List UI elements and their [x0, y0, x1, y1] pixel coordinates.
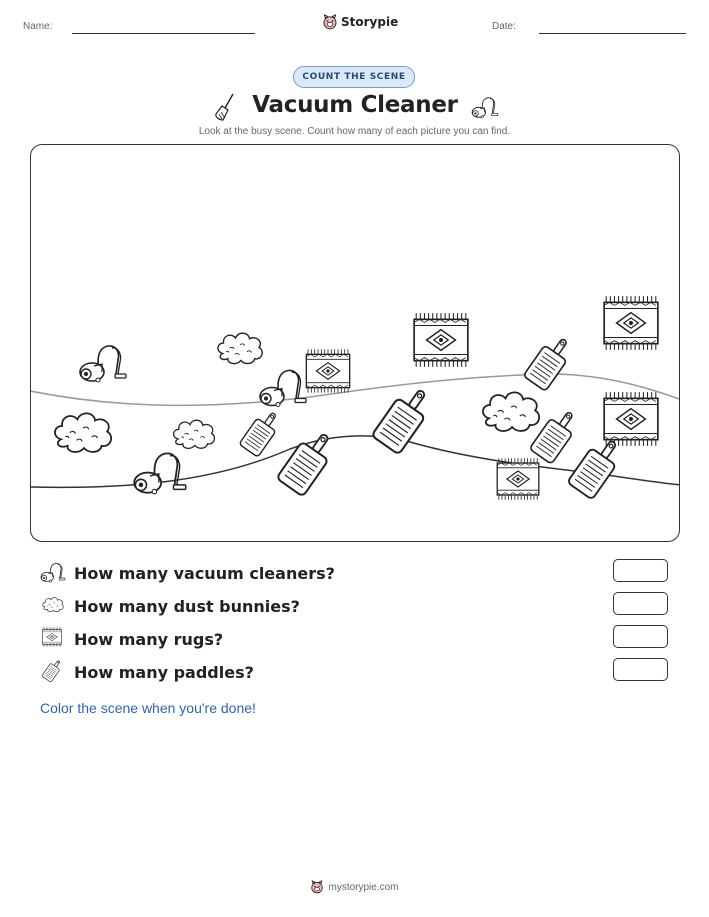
scene-paddle [239, 407, 283, 457]
brand-name: Storypie [341, 15, 399, 29]
scene-dust-bunny [55, 413, 111, 452]
scene-rug [306, 349, 349, 392]
scene-paddle [276, 426, 339, 496]
question-text: How many paddles? [74, 663, 254, 682]
scene-paddle [567, 434, 626, 500]
scene-dust-bunny [174, 420, 215, 448]
scene-rug [414, 313, 468, 367]
pig-mascot-icon [310, 880, 324, 894]
count-the-scene-badge: COUNT THE SCENE [293, 66, 415, 88]
scene-dust-bunny [218, 333, 262, 363]
scene-dust-bunny [483, 392, 539, 431]
floor-line-back [30, 374, 680, 405]
scene-rug [604, 392, 658, 446]
answer-box-paddles[interactable] [613, 658, 668, 681]
footer-url[interactable]: mystorypie.com [328, 881, 399, 893]
pig-mascot-icon [322, 14, 338, 30]
answer-box-rugs[interactable] [613, 625, 668, 648]
date-label: Date: [492, 21, 516, 32]
question-row [40, 562, 670, 586]
scene-paddle [371, 382, 436, 455]
date-line[interactable] [539, 33, 686, 34]
broom-icon [212, 92, 238, 122]
paddle-icon [41, 658, 63, 684]
question-text: How many rugs? [74, 630, 224, 649]
answer-box-vacuum-cleaners[interactable] [613, 559, 668, 582]
vacuum-cleaner-title-icon [471, 94, 499, 120]
storypie-logo [322, 14, 398, 30]
question-row [40, 595, 670, 619]
scene-paddle [523, 332, 576, 391]
question-row [40, 661, 670, 685]
question-text: How many vacuum cleaners? [74, 564, 335, 583]
answer-box-dust-bunnies[interactable] [613, 592, 668, 615]
name-line[interactable] [72, 33, 255, 34]
page-instructions: Look at the busy scene. Count how many of each picture you can find. [198, 126, 511, 137]
scene-rug [497, 458, 539, 500]
scene-vacuum-cleaner [260, 370, 306, 406]
page-title: Vacuum Cleaner [252, 92, 458, 118]
scene-drawing [30, 144, 680, 542]
name-label: Name: [23, 21, 53, 32]
closing-note: Color the scene when you're done! [40, 700, 256, 716]
vacuum-cleaner-icon [40, 560, 66, 584]
scene-vacuum-cleaner [134, 453, 186, 493]
scene-rug [604, 296, 658, 350]
question-text: How many dust bunnies? [74, 597, 300, 616]
footer [0, 880, 709, 894]
scene-vacuum-cleaner [80, 346, 126, 382]
dust-bunny-icon [41, 595, 65, 613]
busy-scene [30, 144, 680, 542]
rug-icon [41, 626, 63, 648]
question-row [40, 628, 670, 652]
